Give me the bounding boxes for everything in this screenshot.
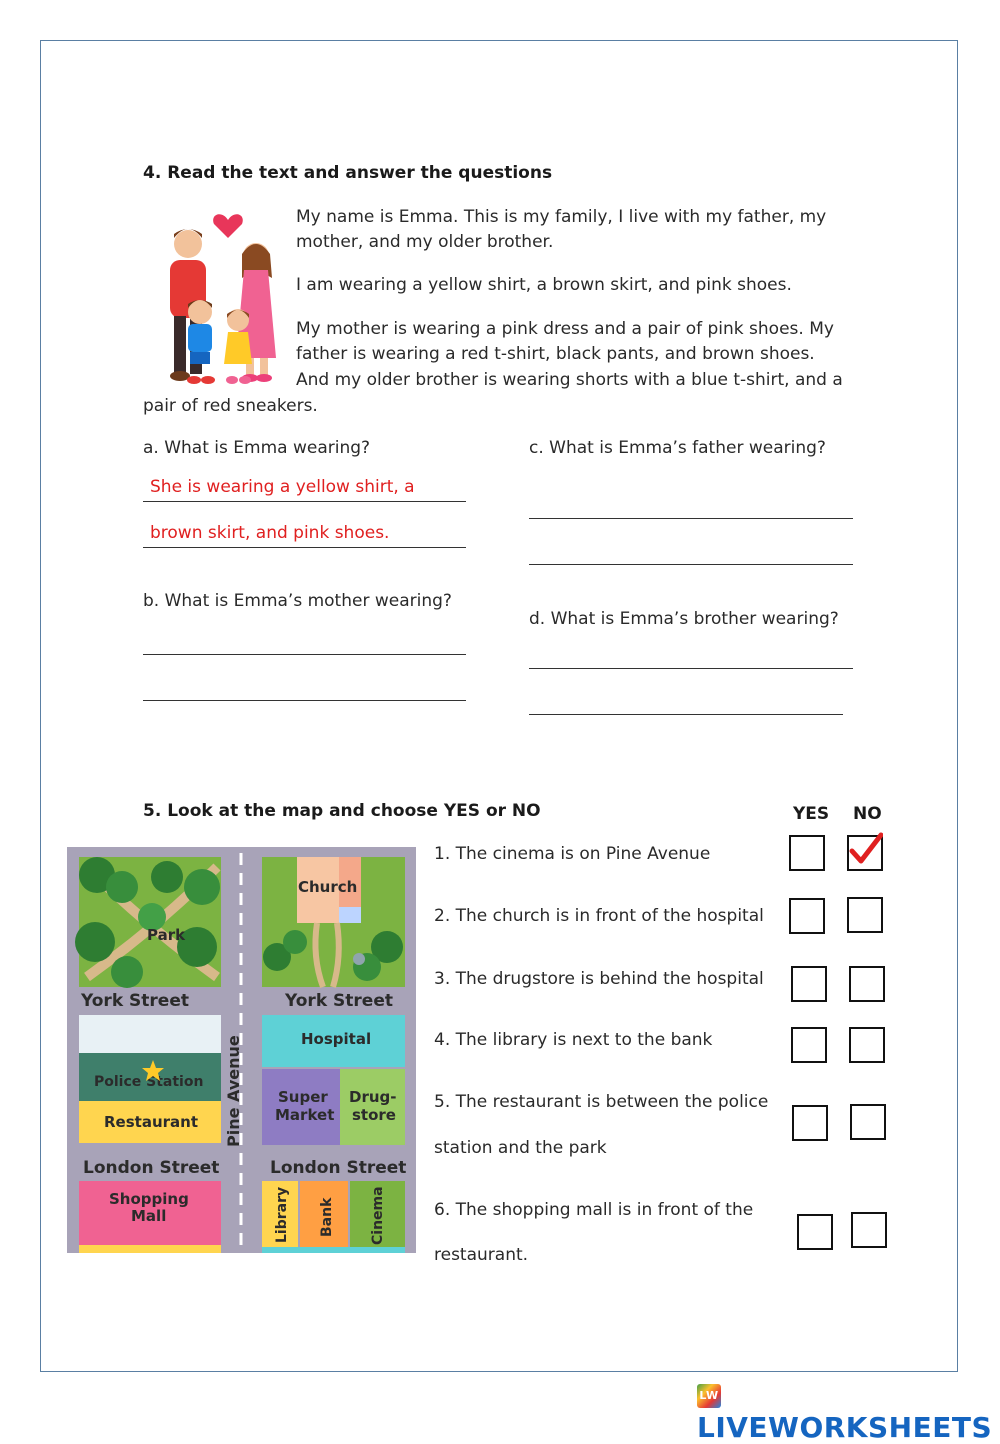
answer-b-input-1[interactable] bbox=[143, 654, 466, 655]
family-illustration bbox=[150, 208, 285, 388]
paragraph-line-4: My mother is wearing a pink dress and a pair of pink shoes. My bbox=[296, 319, 834, 339]
map-supermarket-label-1: Super bbox=[278, 1088, 328, 1106]
statement-2-no-checkbox[interactable] bbox=[847, 897, 883, 933]
yes-column-label: YES bbox=[793, 804, 830, 824]
statement-3-no-checkbox[interactable] bbox=[849, 966, 885, 1002]
map-bank-label: Bank bbox=[319, 1197, 335, 1237]
statement-6-no-checkbox[interactable] bbox=[851, 1212, 887, 1248]
statement-4: 4. The library is next to the bank bbox=[434, 1030, 713, 1050]
map-police-station-label: Police Station bbox=[94, 1074, 204, 1090]
answer-d-input-1[interactable] bbox=[529, 668, 853, 669]
question-b: b. What is Emma’s mother wearing? bbox=[143, 591, 452, 611]
section-4-heading: 4. Read the text and answer the questions bbox=[143, 163, 553, 183]
map-church-label: Church bbox=[298, 878, 358, 896]
answer-c-input-1[interactable] bbox=[529, 518, 853, 519]
statement-1-yes-checkbox[interactable] bbox=[789, 835, 825, 871]
paragraph-line-5: father is wearing a red t-shirt, black pants, and brown shoes. bbox=[296, 344, 815, 364]
statement-4-no-checkbox[interactable] bbox=[849, 1027, 885, 1063]
logo-icon: LW bbox=[697, 1384, 721, 1408]
checkmark-icon bbox=[847, 831, 883, 867]
paragraph-line-6: And my older brother is wearing shorts with a blue t-shirt, and a bbox=[296, 370, 843, 390]
answer-a-line-1[interactable]: She is wearing a yellow shirt, a bbox=[150, 477, 415, 497]
statement-5: 5. The restaurant is between the police bbox=[434, 1092, 769, 1112]
map-hospital-label: Hospital bbox=[301, 1030, 372, 1048]
answer-a-underline-2 bbox=[143, 547, 466, 548]
answer-b-input-2[interactable] bbox=[143, 700, 466, 701]
answer-a-line-2[interactable]: brown skirt, and pink shoes. bbox=[150, 523, 390, 543]
paragraph-line-1: My name is Emma. This is my family, I live with my father, my bbox=[296, 207, 827, 227]
statement-5-yes-checkbox[interactable] bbox=[792, 1105, 828, 1141]
parking-lot bbox=[79, 1015, 221, 1053]
map-shopping-mall-label-2: Mall bbox=[131, 1207, 167, 1225]
statement-1-no-checkbox[interactable] bbox=[847, 835, 883, 871]
section-5-heading: 5. Look at the map and choose YES or NO bbox=[143, 801, 541, 821]
logo-text: LIVEWORKSHEETS bbox=[697, 1411, 993, 1444]
question-c: c. What is Emma’s father wearing? bbox=[529, 438, 826, 458]
map-restaurant-label: Restaurant bbox=[104, 1113, 198, 1131]
paragraph-line-3: I am wearing a yellow shirt, a brown skirt, and pink shoes. bbox=[296, 275, 792, 295]
map-supermarket-label-2: Market bbox=[275, 1106, 335, 1124]
statement-5-continued: station and the park bbox=[434, 1138, 607, 1158]
no-column-label: NO bbox=[853, 804, 882, 824]
map-cinema-label: Cinema bbox=[370, 1186, 386, 1245]
map-park-label: Park bbox=[147, 926, 186, 944]
statement-2-yes-checkbox[interactable] bbox=[789, 898, 825, 934]
map-shopping-mall-label-1: Shopping bbox=[109, 1190, 189, 1208]
map-london-street-right: London Street bbox=[270, 1158, 407, 1178]
question-a: a. What is Emma wearing? bbox=[143, 438, 371, 458]
statement-6-yes-checkbox[interactable] bbox=[797, 1214, 833, 1250]
statement-3: 3. The drugstore is behind the hospital bbox=[434, 969, 764, 989]
map-drugstore-label-1: Drug- bbox=[349, 1088, 397, 1106]
map-york-street-left: York Street bbox=[81, 991, 189, 1011]
statement-6: 6. The shopping mall is in front of the bbox=[434, 1200, 754, 1220]
town-map bbox=[67, 847, 416, 1253]
map-pine-avenue-label: Pine Avenue bbox=[224, 1035, 243, 1147]
statement-3-yes-checkbox[interactable] bbox=[791, 966, 827, 1002]
liveworksheets-logo[interactable] bbox=[697, 1378, 1000, 1444]
answer-d-input-2[interactable] bbox=[529, 714, 843, 715]
answer-a-underline-1 bbox=[143, 501, 466, 502]
statement-1: 1. The cinema is on Pine Avenue bbox=[434, 844, 711, 864]
question-d: d. What is Emma’s brother wearing? bbox=[529, 609, 839, 629]
map-london-street-left: London Street bbox=[83, 1158, 220, 1178]
map-library-label: Library bbox=[274, 1186, 290, 1243]
statement-4-yes-checkbox[interactable] bbox=[791, 1027, 827, 1063]
map-drugstore-label-2: store bbox=[352, 1106, 396, 1124]
paragraph-line-2: mother, and my older brother. bbox=[296, 232, 554, 252]
statement-6-continued: restaurant. bbox=[434, 1245, 529, 1265]
statement-5-no-checkbox[interactable] bbox=[850, 1104, 886, 1140]
answer-c-input-2[interactable] bbox=[529, 564, 853, 565]
paragraph-line-7: pair of red sneakers. bbox=[143, 396, 318, 416]
map-york-street-right: York Street bbox=[285, 991, 393, 1011]
statement-2: 2. The church is in front of the hospital bbox=[434, 906, 764, 926]
